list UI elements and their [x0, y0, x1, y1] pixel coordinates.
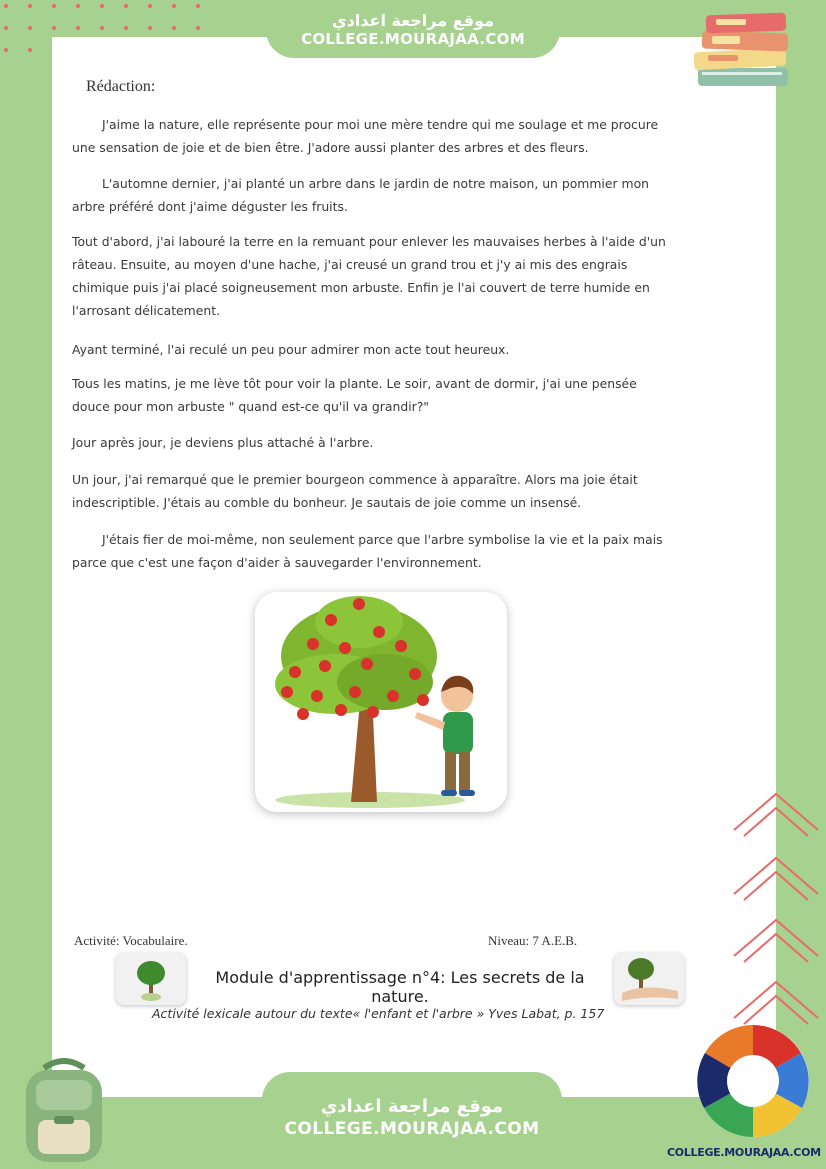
paragraph-line: indescriptible. J'étais au comble du bonheur. Je sautais de joie comme un insensé.: [72, 495, 582, 510]
site-header-tab[interactable]: [266, 6, 560, 58]
paragraph-1: [72, 113, 722, 159]
header-arabic-title: موقع مراجعة اعدادي: [331, 11, 495, 30]
paragraph-line: J'aime la nature, elle représente pour moi une mère tendre qui me soulage et me procure: [102, 117, 659, 132]
paragraph-8: [72, 528, 722, 574]
chevron-up-decoration-icon: [730, 790, 822, 1030]
level-label: Niveau: 7 A.E.B.: [488, 933, 578, 948]
site-logo-icon[interactable]: [694, 1022, 812, 1140]
paragraph-line: chimique puis j'ai placé soigneusement mon arbuste. Enfin je l'ai couvert de terre humide en: [72, 280, 650, 295]
paragraph-3: [72, 230, 722, 322]
backpack-icon: [14, 1058, 114, 1166]
tree-and-boy-illustration: [255, 592, 507, 812]
paragraph-7: [72, 468, 722, 514]
hand-tree-thumbnail-icon: [614, 953, 684, 1005]
logo-caption: COLLEGE.MOURAJAA.COM: [667, 1146, 821, 1159]
paragraph-line: Un jour, j'ai remarqué que le premier bourgeon commence à apparaître. Alors ma joie était: [72, 472, 638, 487]
activity-subtitle: Activité lexicale autour du texte« l'enfant et l'arbre » Yves Labat, p. 157: [152, 1006, 605, 1021]
module-banner: [116, 953, 684, 1005]
module-title: Module d'apprentissage n°4: Les secrets de la nature.: [215, 968, 585, 1006]
paragraph-line: L'automne dernier, j'ai planté un arbre dans le jardin de notre maison, un pommier mon: [102, 176, 650, 191]
apple-tree-icon: [255, 592, 507, 812]
paragraph-line: J'étais fier de moi-même, non seulement parce que l'arbre symbolise la vie et la paix mais: [102, 532, 663, 547]
paragraph-4: [72, 338, 722, 361]
redaction-title: Rédaction:: [86, 78, 156, 95]
paragraph-line: l'arrosant délicatement.: [72, 303, 221, 318]
tree-thumbnail-icon: [116, 953, 186, 1005]
paragraph-line: Tout d'abord, j'ai labouré la terre en la remuant pour enlever les mauvaises herbes à l'aide d'un: [72, 234, 666, 249]
paragraph-line: Ayant terminé, l'ai reculé un peu pour admirer mon acte tout heureux.: [72, 342, 510, 357]
paragraph-6: [72, 431, 722, 454]
footer-arabic-title: موقع مراجعة اعدادي: [320, 1096, 504, 1117]
footer-url-link[interactable]: COLLEGE.MOURAJAA.COM: [284, 1119, 540, 1139]
paragraph-line: râteau. Ensuite, au moyen d'une hache, j'ai creusé un grand trou et j'y ai mis des engrais: [72, 257, 628, 272]
paragraph-line: parce que c'est une façon d'aider à sauvegarder l'environnement.: [72, 555, 482, 570]
paragraph-line: Tous les matins, je me lève tôt pour voir la plante. Le soir, avant de dormir, j'ai une pensée: [72, 376, 637, 391]
paragraph-line: arbre préféré dont j'aime déguster les fruits.: [72, 199, 348, 214]
header-url-link[interactable]: COLLEGE.MOURAJAA.COM: [301, 30, 525, 48]
site-footer-tab[interactable]: [262, 1072, 562, 1169]
paragraph-line: une sensation de joie et de bien être. J'adore aussi planter des arbres et des fleurs.: [72, 140, 589, 155]
paragraph-line: douce pour mon arbuste " quand est-ce qu'il va grandir?": [72, 399, 430, 414]
paragraph-5: [72, 372, 722, 418]
books-stack-icon: [692, 10, 796, 92]
paragraph-2: [72, 172, 722, 218]
activity-label: Activité: Vocabulaire.: [74, 933, 188, 948]
paragraph-line: Jour après jour, je deviens plus attaché à l'arbre.: [72, 435, 374, 450]
